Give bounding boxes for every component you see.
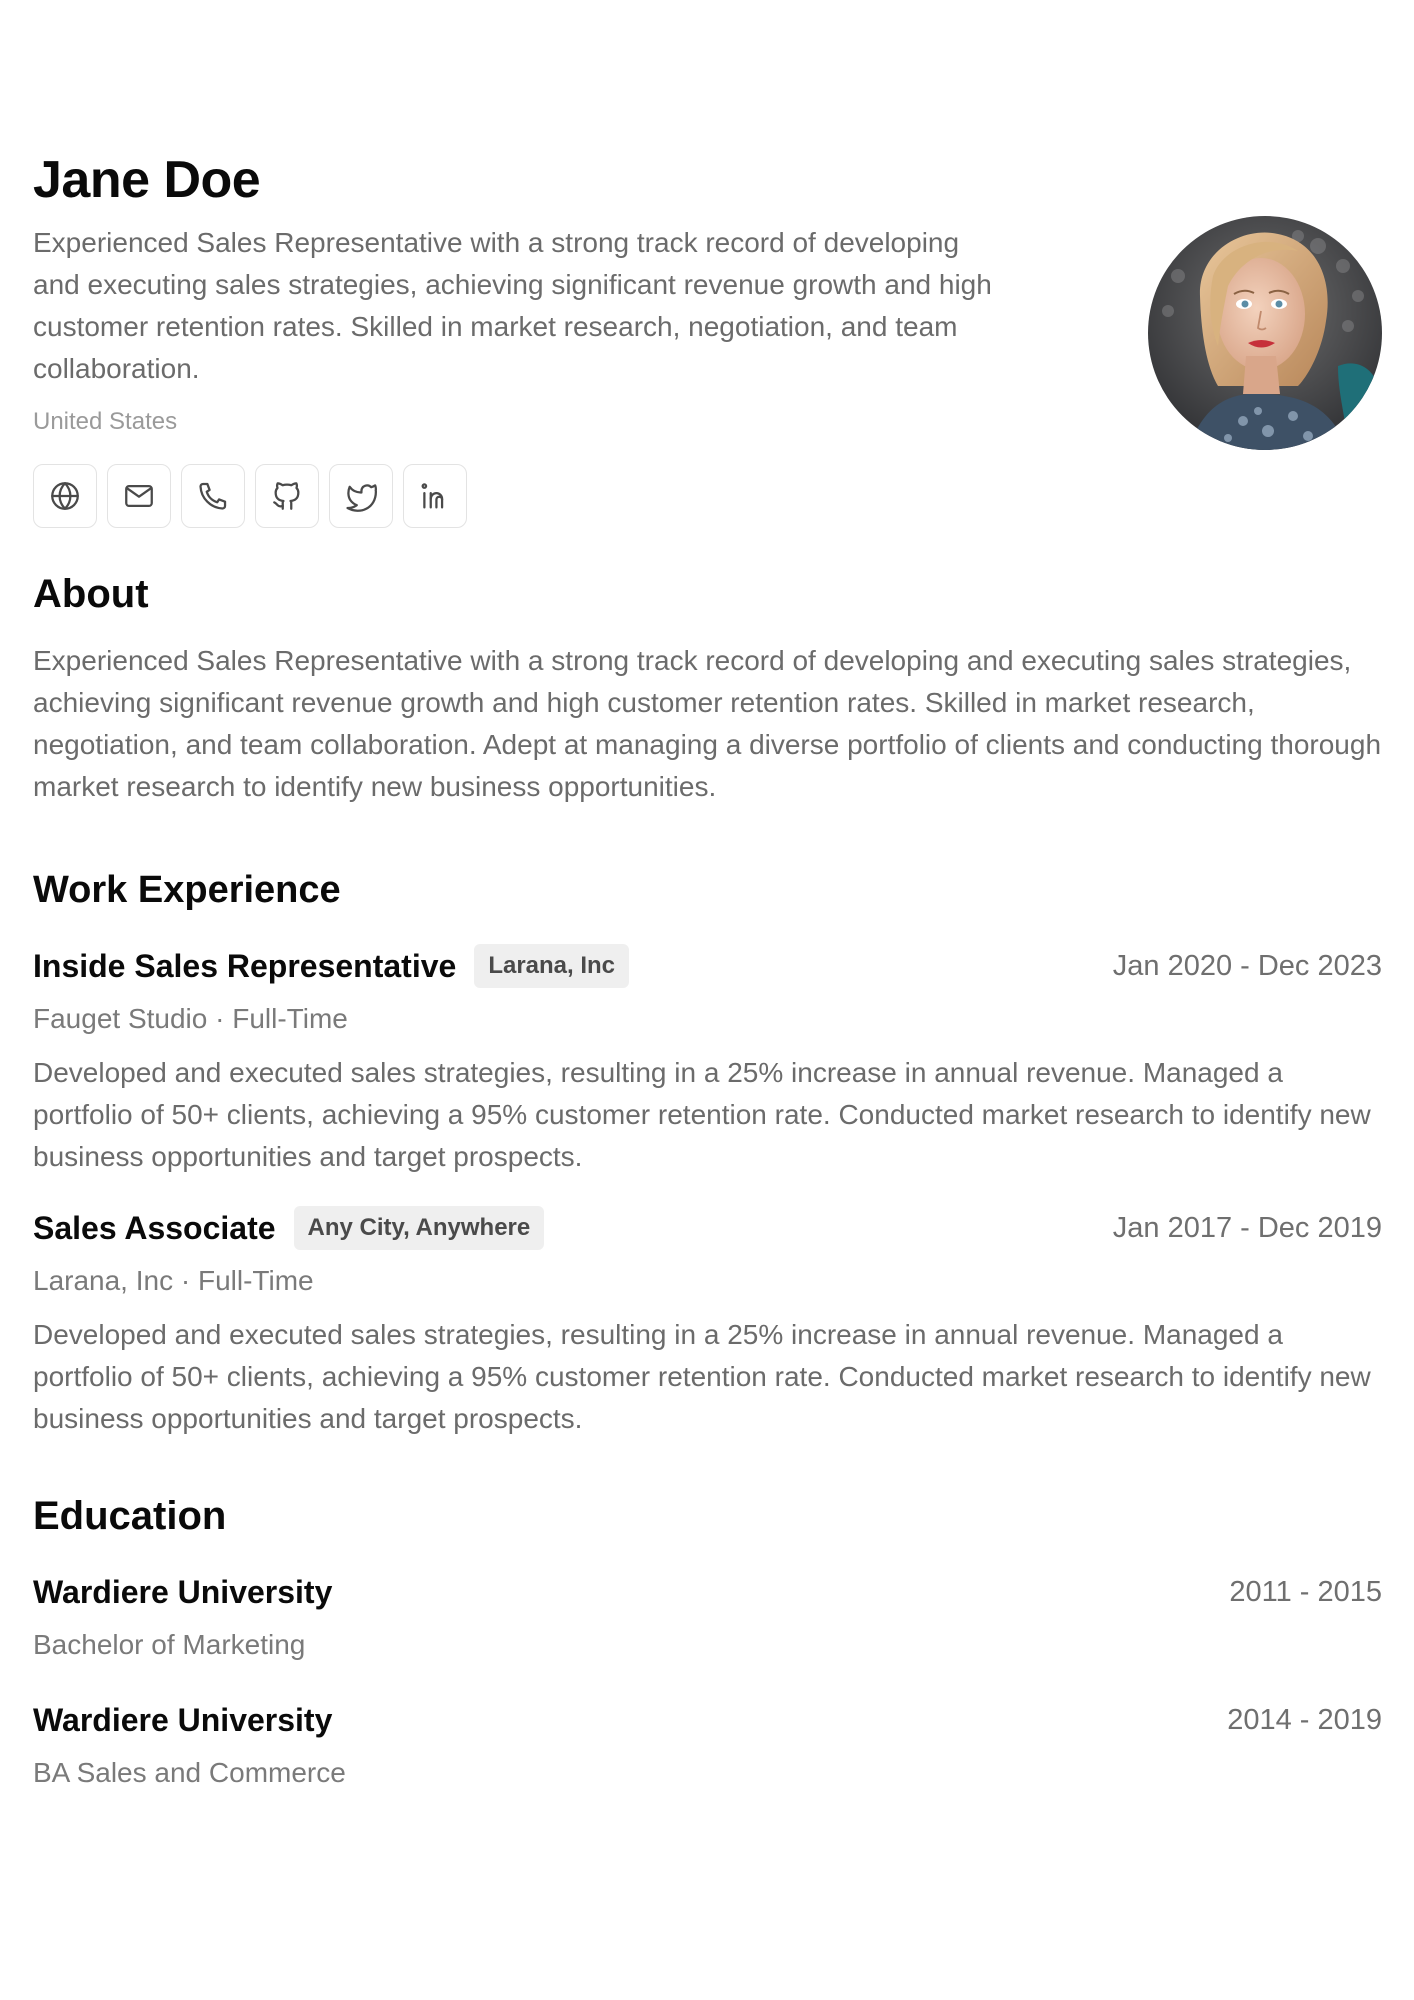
twitter-icon bbox=[344, 479, 378, 513]
mail-icon bbox=[122, 479, 156, 513]
phone-icon bbox=[196, 479, 230, 513]
job-title: Inside Sales Representative bbox=[33, 948, 457, 984]
job-dates: Jan 2017 - Dec 2019 bbox=[1112, 1212, 1382, 1244]
education-title: Education bbox=[33, 1494, 227, 1538]
website-button[interactable] bbox=[33, 464, 97, 528]
avatar bbox=[1148, 216, 1382, 450]
about-title: About bbox=[33, 572, 149, 616]
location: United States bbox=[33, 408, 178, 435]
job-company: Fauget Studio · Full-Time bbox=[33, 1003, 348, 1034]
person-name: Jane Doe bbox=[33, 151, 261, 209]
profile-photo bbox=[1148, 216, 1382, 450]
email-button[interactable] bbox=[107, 464, 171, 528]
job-entry bbox=[33, 944, 1382, 1178]
job-description: Developed and executed sales strategies, resulting in a 25% increase in annual revenue. Managed a portfolio of 50+ clients, achieving a 95% customer retention rate. Conducted market research to identify new business opportunities and target prospects. bbox=[33, 1319, 1371, 1434]
job-title: Sales Associate bbox=[33, 1210, 276, 1246]
job-description: Developed and executed sales strategies, resulting in a 25% increase in annual revenue. Managed a portfolio of 50+ clients, achieving a 95% customer retention rate. Conducted market research to identify new business opportunities and target prospects. bbox=[33, 1057, 1371, 1172]
linkedin-icon bbox=[418, 479, 452, 513]
work-experience-title: Work Experience bbox=[33, 869, 341, 911]
phone-button[interactable] bbox=[181, 464, 245, 528]
education-school: Wardiere University bbox=[33, 1702, 333, 1738]
about-text: Experienced Sales Representative with a strong track record of developing and executing sales strategies, achieving significant revenue growth and high customer retention rates. Skilled in market research, negotiation, and team collaboration. Adept at managing a diverse portfolio of clients and conducting thorough market research to identify new business opportunities. bbox=[33, 645, 1382, 802]
education-degree: Bachelor of Marketing bbox=[33, 1629, 306, 1660]
about-section bbox=[33, 570, 1382, 808]
resume-header bbox=[33, 150, 1382, 570]
education-entry bbox=[33, 1698, 1382, 1792]
twitter-button[interactable] bbox=[329, 464, 393, 528]
education-dates: 2011 - 2015 bbox=[1229, 1576, 1382, 1608]
social-links bbox=[33, 464, 1382, 528]
job-company: Larana, Inc · Full-Time bbox=[33, 1265, 314, 1296]
education-school: Wardiere University bbox=[33, 1574, 333, 1610]
education-entry bbox=[33, 1570, 1382, 1664]
linkedin-button[interactable] bbox=[403, 464, 467, 528]
education-section bbox=[33, 1492, 1382, 1792]
job-badge: Larana, Inc bbox=[474, 944, 629, 988]
education-degree: BA Sales and Commerce bbox=[33, 1757, 346, 1788]
github-button[interactable] bbox=[255, 464, 319, 528]
header-summary: Experienced Sales Representative with a strong track record of developing and executing sales strategies, achieving significant revenue growth and high customer retention rates. Skilled in market research, negotiation, and team collaboration. bbox=[33, 227, 992, 384]
globe-icon bbox=[48, 479, 82, 513]
education-dates: 2014 - 2019 bbox=[1227, 1704, 1382, 1736]
github-icon bbox=[270, 479, 304, 513]
job-badge: Any City, Anywhere bbox=[294, 1206, 545, 1250]
work-experience-section bbox=[33, 866, 1382, 1440]
job-entry bbox=[33, 1206, 1382, 1440]
job-dates: Jan 2020 - Dec 2023 bbox=[1112, 950, 1382, 982]
